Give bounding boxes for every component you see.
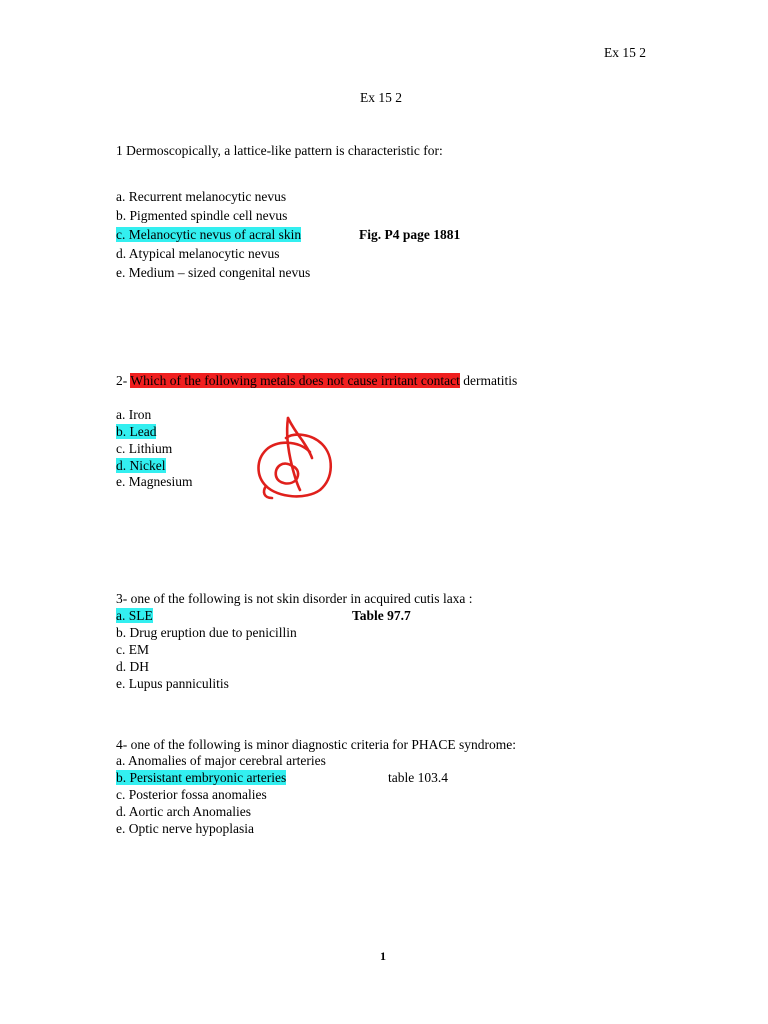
- question-3-option-b: b. Drug eruption due to penicillin: [116, 625, 297, 640]
- question-3-stem: 3- one of the following is not skin disorder in acquired cutis laxa :: [116, 591, 473, 606]
- page-number: 1: [380, 949, 386, 963]
- question-2-stem-prefix: 2-: [116, 373, 131, 388]
- answer-highlight: b. Persistant embryonic arteries: [116, 770, 287, 785]
- question-3-option-c: c. EM: [116, 642, 149, 657]
- question-4-option-d: d. Aortic arch Anomalies: [116, 804, 251, 819]
- question-3-option-a: [116, 608, 153, 624]
- question-4-option-e: e. Optic nerve hypoplasia: [116, 821, 254, 836]
- question-4-option-b: [116, 770, 286, 786]
- page-title: Ex 15 2: [360, 90, 402, 105]
- question-1-option-e: e. Medium – sized congenital nevus: [116, 265, 311, 280]
- question-3-option-d: d. DH: [116, 659, 149, 674]
- question-1-option-a: a. Recurrent melanocytic nevus: [116, 189, 287, 204]
- question-4-reference: table 103.4: [388, 770, 448, 785]
- answer-highlight: a. SLE: [116, 608, 153, 623]
- question-4-option-a: a. Anomalies of major cerebral arteries: [116, 753, 326, 768]
- question-2-option-c: c. Lithium: [116, 441, 173, 456]
- question-4-stem: 4- one of the following is minor diagnostic criteria for PHACE syndrome:: [116, 737, 517, 752]
- question-2-stem: [116, 373, 517, 389]
- question-1-option-b: b. Pigmented spindle cell nevus: [116, 208, 288, 223]
- question-2-option-e: e. Magnesium: [116, 474, 193, 489]
- question-2-option-d: [116, 458, 166, 474]
- question-3-option-e: e. Lupus panniculitis: [116, 676, 229, 691]
- stem-highlight: Which of the following metals does not cause irritant contact: [130, 373, 460, 388]
- question-1-option-d: d. Atypical melanocytic nevus: [116, 246, 280, 261]
- question-2-stem-suffix: dermatitis: [459, 373, 518, 388]
- question-2-option-a: a. Iron: [116, 407, 152, 422]
- answer-highlight: b. Lead: [116, 424, 157, 439]
- question-2-option-b: [116, 424, 156, 440]
- question-4-option-c: c. Posterior fossa anomalies: [116, 787, 267, 802]
- question-1-reference: Fig. P4 page 1881: [359, 227, 461, 242]
- question-1-option-c: [116, 227, 301, 243]
- question-3-reference: Table 97.7: [352, 608, 411, 623]
- running-header: Ex 15 2: [604, 45, 646, 60]
- question-1-stem: 1 Dermoscopically, a lattice-like pattern is characteristic for:: [116, 143, 443, 158]
- handwritten-signature: [248, 410, 338, 506]
- answer-highlight: d. Nickel: [116, 458, 166, 473]
- answer-highlight: c. Melanocytic nevus of acral skin: [116, 227, 302, 242]
